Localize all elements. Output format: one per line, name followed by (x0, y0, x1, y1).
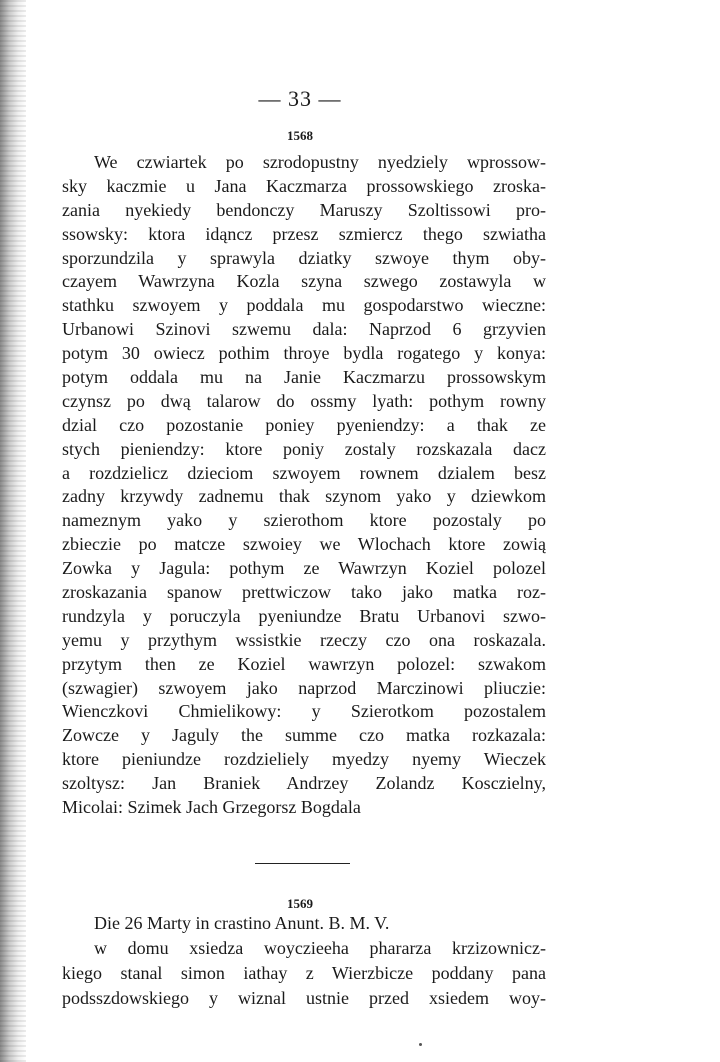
text-line: ssowsky: ktora idąncz przesz szmiercz thego szwiatha (62, 223, 546, 244)
text-line: czynsz po dwą talarow do ossmy lyath: pothym rowny (62, 390, 546, 411)
text-line: Wienczkovi Chmielikowy: y Szierotkom pozostalem (62, 701, 546, 722)
text-line: stathku szwoyem y poddala mu gospodarstwo wieczne: (62, 295, 546, 316)
text-line: Micolai: Szimek Jach Grzegorsz Bogdala (62, 797, 361, 818)
text-line: a rozdzielicz dzieciom szwoyem rownem dzialem besz (62, 462, 546, 483)
text-line: Die 26 Marty in crastino Anunt. B. M. V. (94, 913, 390, 933)
text-line: (szwagier) szwoyem jako naprzod Marczinowi pliuczie: (62, 677, 546, 698)
text-line: stych pieniendzy: ktore poniy zostaly rozskazala dacz (62, 438, 546, 459)
text-line: rundzyla y poruczyla pyeniundze Bratu Urbanovi szwo- (62, 605, 546, 626)
text-line: zadny krzywdy zadnemu thak szynom yako y dziewkom (62, 486, 546, 507)
text-line: potym oddala mu na Janie Kaczmarzu prossowskym (62, 367, 546, 388)
text-line: sky kaczmie u Jana Kaczmarza prossowskiego zroska- (62, 175, 546, 196)
text-line: nameznym yako y szierothom ktore pozostaly po (62, 510, 546, 531)
text-line: Urbanowi Szinovi szwemu dala: Naprzod 6 grzyvien (62, 319, 546, 340)
text-line: zroskazania spanow prettwiczow tako jako matka roz- (62, 582, 546, 603)
entry-1569-text (62, 911, 546, 1011)
page-number: — 33 — (258, 86, 342, 111)
text-line: sporzundzila y sprawyla dziatky szwoye thym oby- (62, 247, 546, 268)
entry-1568-text (62, 151, 546, 820)
text-line: kiego stanal simon iathay z Wierzbicze poddany pana (62, 963, 546, 983)
entry-year-1568: 1568 (287, 128, 313, 143)
text-line: podsszdowskiego y wiznal ustnie przed xsiedem woy- (62, 988, 546, 1008)
text-line: zbieczie po matcze szwoiey we Wlochach ktore zowią (62, 534, 546, 555)
text-line: czayem Wawrzyna Kozla szyna szwego zostawyla w (62, 271, 546, 292)
section-divider (255, 863, 350, 864)
text-line: potym 30 owiecz pothim throye bydla rogatego y konya: (62, 343, 546, 364)
page-binding-edge (0, 0, 26, 1062)
text-line: yemu y przythym wssistkie rzeczy czo ona roskazala. (62, 629, 546, 650)
text-line: Zowcze y Jaguly the summe czo matka rozkazala: (62, 725, 546, 746)
text-line: w domu xsiedza woyczieeha phararza krzizownicz- (94, 938, 546, 958)
text-line: szoltysz: Jan Braniek Andrzey Zolandz Kosczielny, (62, 773, 546, 794)
print-speck (419, 1043, 422, 1046)
text-line: przytym then ze Koziel wawrzyn polozel: szwakom (62, 653, 546, 674)
text-line: ktore pieniundze rozdzieliely myedzy nyemy Wieczek (62, 749, 546, 770)
text-line: We czwiartek po szrodopustny nyedziely wprossow- (94, 152, 546, 172)
entry-year-1569: 1569 (287, 896, 313, 911)
text-line: dzial czo pozostanie poniey pyeniendzy: a thak ze (62, 414, 546, 435)
text-line: zania nyekiedy bendonczy Maruszy Szoltissowi pro- (62, 199, 546, 220)
text-line: Zowka y Jagula: pothym ze Wawrzyn Koziel polozel (62, 558, 546, 579)
